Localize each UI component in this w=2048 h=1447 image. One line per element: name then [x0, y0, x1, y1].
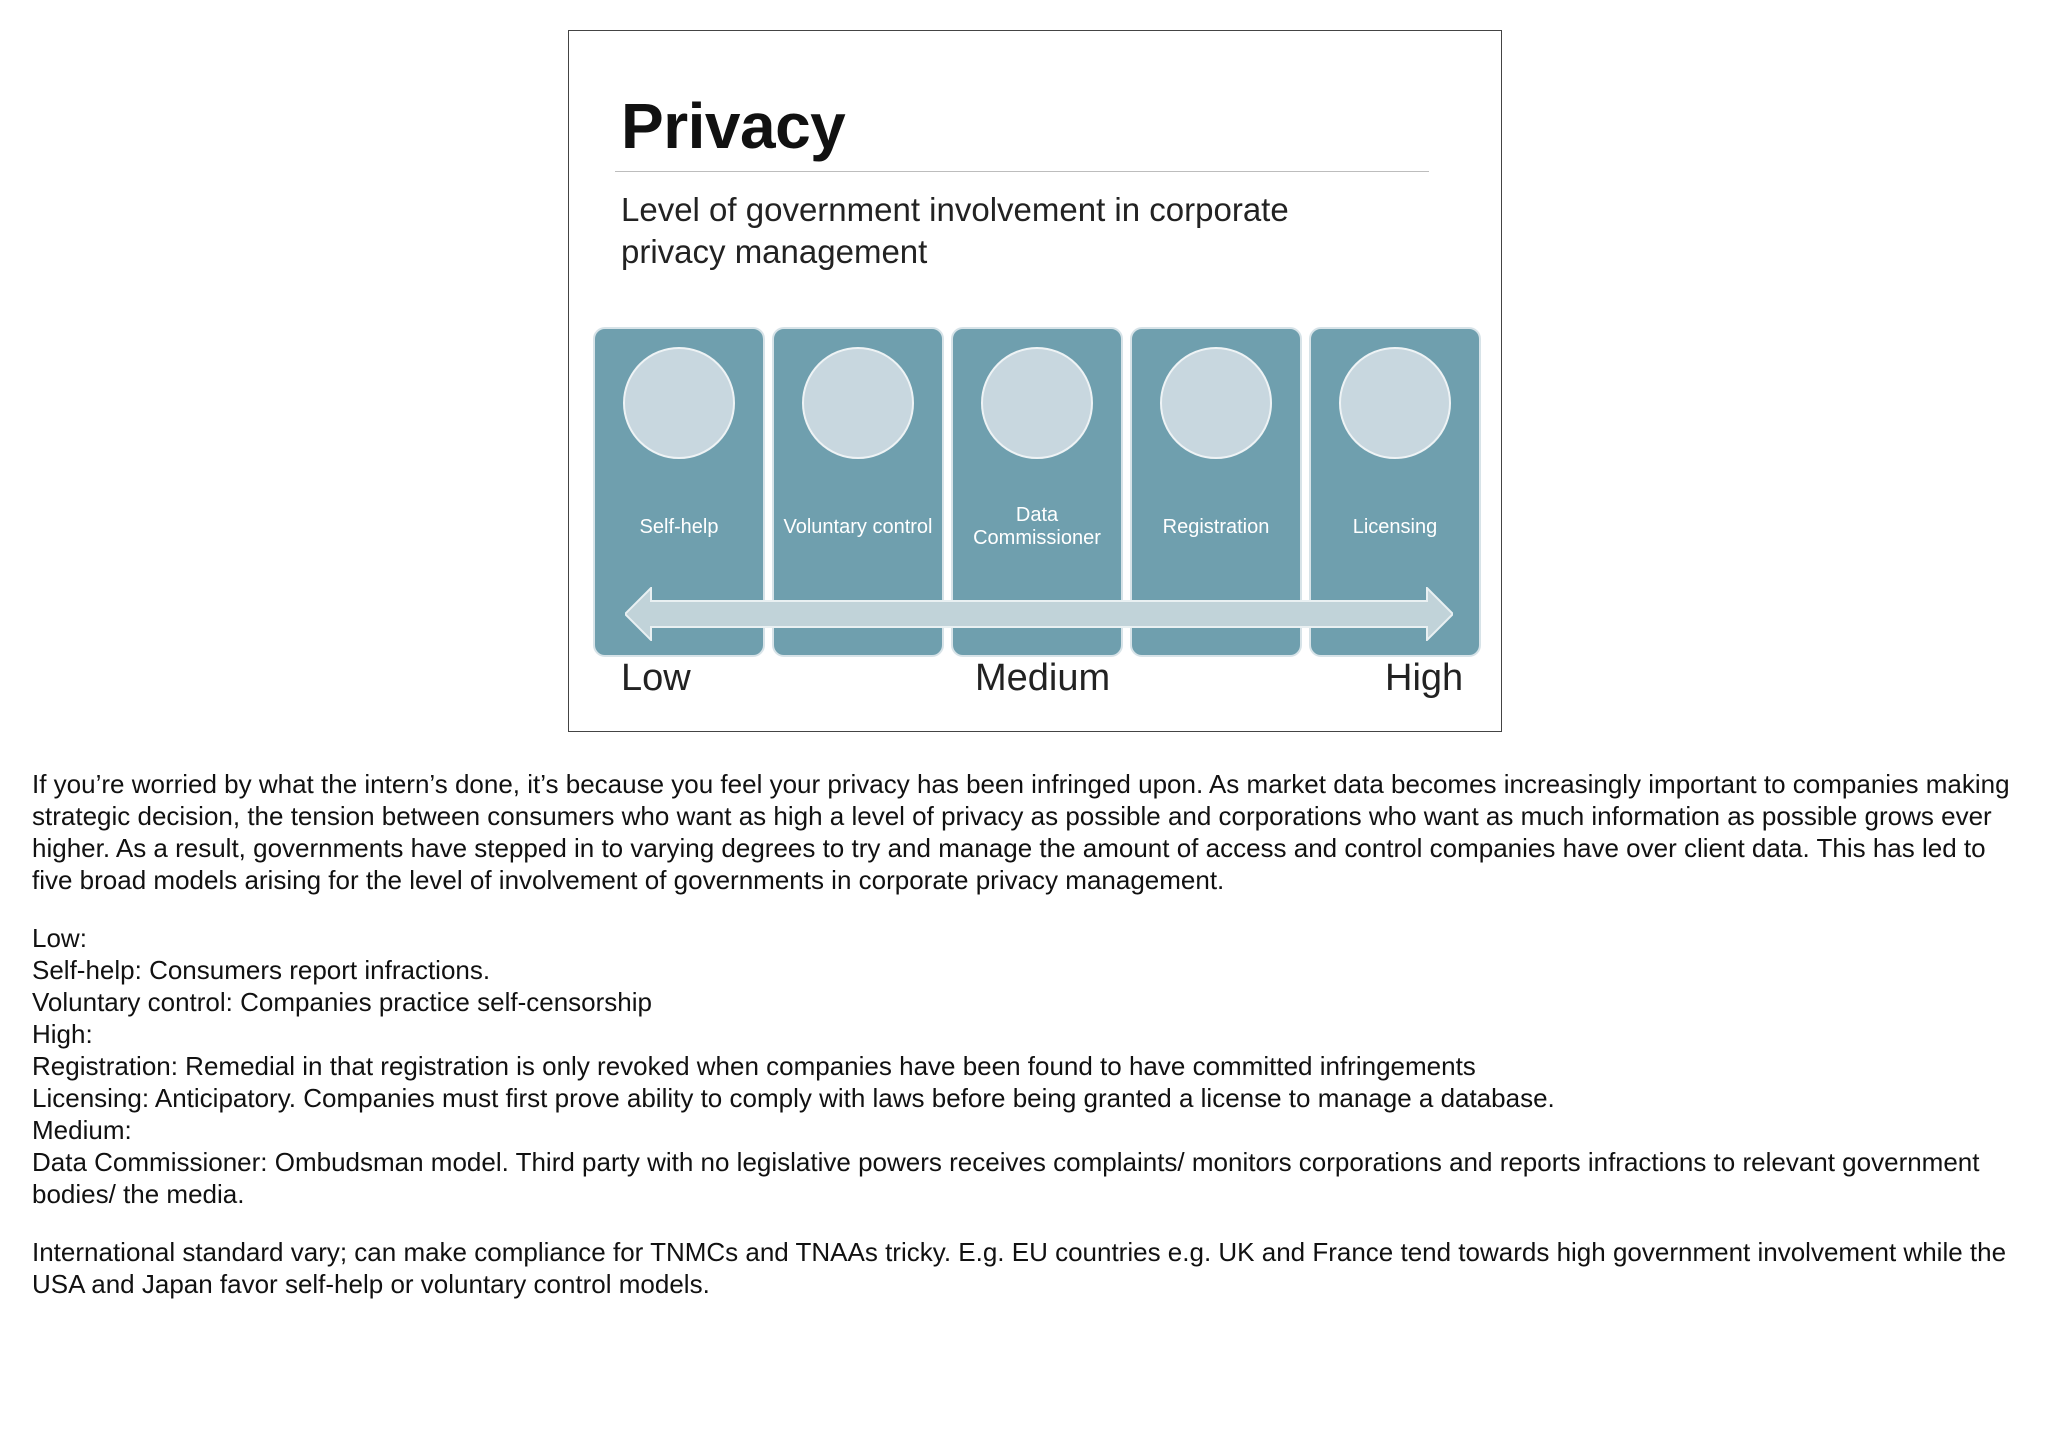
circle-icon	[1339, 347, 1451, 459]
card-label: Licensing	[1352, 515, 1438, 538]
level-heading-high: High:	[32, 1019, 93, 1049]
card-label: Registration	[1162, 515, 1270, 538]
level-item: Voluntary control: Companies practice self-censorship	[32, 987, 652, 1017]
notes-intro: If you’re worried by what the intern’s done, it’s because you feel your privacy has been infringed upon. As market data becomes increasingly important to companies making strategic decision, the tension between consumers who want as high a level of privacy as possible and corporations who want as much information as possible grows ever higher. As a result, governments have stepped in to varying degrees to try and manage the amount of access and control companies have over client data. This has led to five broad models arising for the level of involvement of governments in corporate privacy management.	[32, 769, 2010, 895]
card-label: Self-help	[639, 515, 719, 538]
title-divider	[615, 171, 1429, 172]
level-heading-low: Low:	[32, 923, 87, 953]
circle-icon	[802, 347, 914, 459]
level-item: Registration: Remedial in that registration is only revoked when companies have been found to have committed infringements	[32, 1051, 1476, 1081]
notes-closing: International standard vary; can make compliance for TNMCs and TNAAs tricky. E.g. EU countries e.g. UK and France tend towards high government involvement while the USA and Japan favor self-help or voluntary control models.	[32, 1237, 2007, 1299]
level-item: Self-help: Consumers report infractions.	[32, 955, 491, 985]
circle-icon	[623, 347, 735, 459]
slide-frame	[568, 30, 1502, 732]
presenter-notes	[32, 768, 2022, 1300]
level-heading-medium: Medium:	[32, 1115, 132, 1145]
double-arrow-icon	[625, 587, 1453, 641]
slide-title: Privacy	[621, 90, 846, 162]
slide-subtitle: Level of government involvement in corporate privacy management	[621, 191, 1289, 270]
circle-icon	[1160, 347, 1272, 459]
level-item: Licensing: Anticipatory. Companies must first prove ability to comply with laws before being granted a license to manage a database.	[32, 1083, 1555, 1113]
scale-medium-label: Medium	[975, 657, 1111, 699]
card-label: Data Commissioner	[973, 504, 1101, 549]
scale-low-label: Low	[621, 657, 691, 699]
circle-icon	[981, 347, 1093, 459]
card-label: Voluntary control	[783, 515, 933, 538]
scale-high-label: High	[1385, 657, 1464, 699]
level-item: Data Commissioner: Ombudsman model. Third party with no legislative powers receives complaints/ monitors corporations and reports infractions to relevant government bodies/ the media.	[32, 1147, 1980, 1209]
